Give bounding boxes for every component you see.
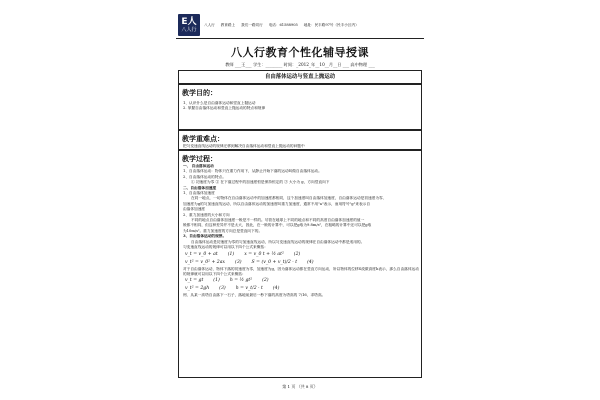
goal-line: 1、认识什么是自由落体运动和竖直上抛运动	[183, 101, 256, 105]
letterhead-item: 我们一路同行	[241, 23, 263, 27]
formula-row	[185, 251, 421, 259]
formula-number: (2)	[293, 251, 301, 257]
process-line: 般都不相同，但这种差异并不是太大，因此，在一般的计算中，可以把g取为9.8m/s²，在粗略的计算中还可以把g取	[183, 223, 372, 228]
letterhead-item: 八人行	[204, 23, 215, 27]
process-heading: 教学过程：	[182, 155, 217, 163]
page-number: 第 1 页 （共 8 页）	[282, 384, 318, 389]
formula: v_t = gt	[185, 278, 204, 284]
formula: x = v_0 t + ½ at²	[244, 251, 284, 257]
process-lines	[179, 164, 421, 251]
process-mid-line: 对于自由落体运动，物体下落的初速度为零，加速度为g，因为落体运动都在竖直方向运动，所以物体的位移S改做高度h表示，那么自由落体运动的规律就可以用以下四个公式来概括：	[183, 266, 419, 276]
process-line: ① 初速度为零 ② 在下落过程中的加速度恒是保持恒定的 ③ 大小为 g，方向竖直向下	[191, 180, 330, 185]
formula: v_t = v_0 + at	[185, 251, 218, 257]
process-line: 加速度为g的匀加速直线运动，所以自由落体运动的加速度叫重力加速度，通常不用"a"表示，而用符号"g"来表示自	[183, 201, 371, 206]
document-title: 八人行教育个性化辅导授课	[231, 46, 369, 59]
logo-subtext: 八人行	[181, 27, 197, 33]
letterhead-info	[204, 23, 430, 28]
formula-row	[185, 285, 421, 293]
formula-number: (4)	[272, 286, 280, 292]
formula-row	[185, 259, 421, 267]
formula: h = v_t/2 · t	[235, 286, 263, 292]
formula-number: (3)	[235, 259, 242, 265]
header-divider	[176, 38, 424, 39]
goals-section	[178, 84, 422, 130]
process-line: 自由落体运动是初速度为零的匀加速直线运动，所以匀变速直线运动的规律在自由落体运动中都是适用的。	[191, 239, 365, 244]
letterhead-phone: 电话：61588905	[268, 23, 298, 27]
goals-heading: 教学目的：	[182, 89, 217, 97]
formula-number: (2)	[262, 278, 269, 284]
keypoints-heading: 教学重难点：	[182, 135, 224, 143]
formula: h = ½ gt²	[229, 278, 253, 284]
formula: S = (v_0 + v_t)/2 · t	[251, 259, 298, 265]
lesson-topic: 自由落体运动与竖直上抛运动	[264, 74, 336, 80]
process-line: 2、自由落体运动的特点。	[183, 174, 226, 179]
process-line: 匀变速直线运动的规律可以用以下四个公式来概括：	[183, 245, 268, 250]
process-line: 不同的地点自由落体加速度一般是不一样的。尽管在地球上不同的地点和不同的高度自由落体加速度的值一	[191, 218, 365, 223]
process-section	[178, 150, 422, 378]
process-line: 1、自由落体加速度	[183, 191, 215, 196]
formula-number: (1)	[227, 251, 235, 257]
process-line: 二、自由落体加速度	[183, 185, 217, 190]
keypoints-section	[178, 130, 422, 150]
formula-number: (1)	[213, 278, 220, 284]
example-problem: 例、从某一高塔自由落下一石子，落地前最后一秒下落的高度为塔高的 7/16，求塔高。	[183, 293, 326, 298]
process-line: 2、重力加速度的大小和方向	[183, 212, 230, 217]
formula-row	[185, 277, 421, 285]
process-line: 为10m/s²。重力加速度的方向总是竖直向下的。	[183, 228, 263, 233]
process-line: 由落体加速度	[183, 207, 206, 212]
process-line: 3、自由落体运动的规律。	[183, 234, 227, 239]
formula-number: (4)	[307, 259, 314, 265]
formula: v_t² = v_0² + 2ax	[185, 259, 226, 265]
formula: v_t² = 2gh	[185, 286, 210, 292]
logo-mark: E人	[181, 17, 197, 27]
letterhead-address: 地址：民丰路97号（民丰小区内）	[303, 23, 359, 27]
goal-line: 2. 掌握自由落体运动和竖直上抛运动的特点和规律	[183, 106, 266, 111]
letterhead-item: 教育路上	[220, 23, 236, 27]
document-page	[168, 6, 432, 396]
topic-row	[178, 70, 422, 84]
document-meta: 教师 ___王___ 学生：________ 时间：_2012_年__10__月__日 ___ 高中物理 ___	[225, 62, 375, 67]
process-line: 1、自由落体运动：物体只在重力作用下，从静止开始下落的运动叫做自由落体运动。	[183, 169, 322, 174]
brand-logo	[178, 14, 200, 36]
process-line: 一、 自由落体运动	[183, 164, 214, 168]
keypoint-line: 把匀变速直线运动的规律迁移到解决自由落体运动和竖直上抛运动的问题中	[183, 144, 305, 148]
process-line: 在同一地点，一切物体在自由落体运动中的加速度都相同，这个加速度叫自由落体加速度，自由落体运动是初速度为零、	[191, 196, 387, 201]
formula-number: (3)	[219, 286, 226, 292]
